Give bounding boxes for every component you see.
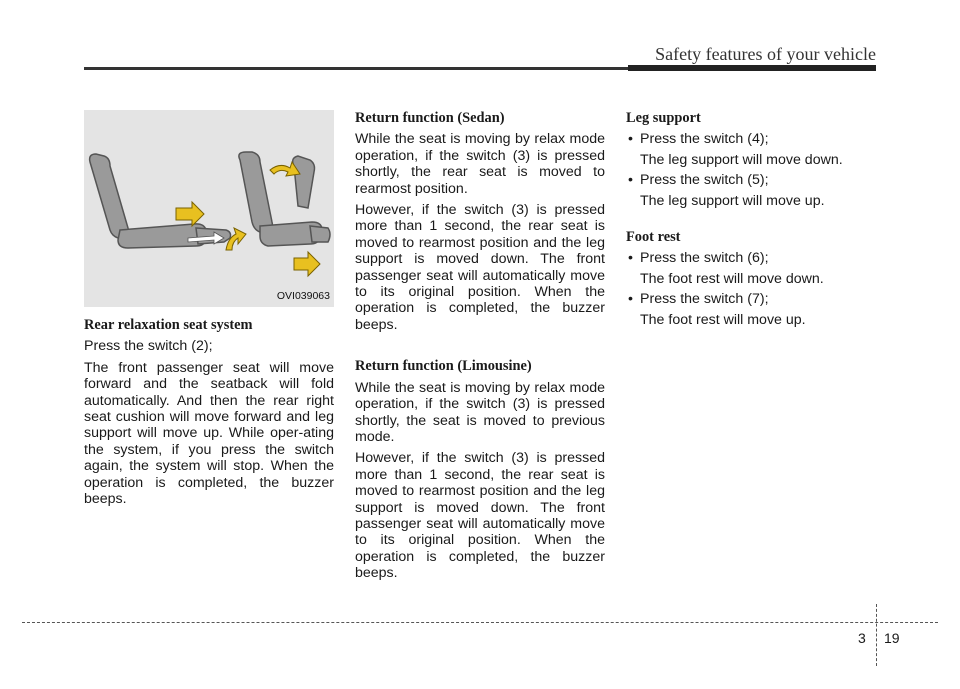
return-limousine-heading: Return function (Limousine) xyxy=(355,358,532,375)
leg-support-result: The leg support will move up. xyxy=(640,192,825,209)
return-limousine-p2: However, if the switch (3) is pressed more than 1 second, the rear seat is moved to rearmost position and the leg support is moved down. The front passenger seat will automatically move to its original position. When the operation is completed, the buzzer beeps. xyxy=(355,450,605,582)
footer-rule xyxy=(22,622,938,623)
foot-rest-heading: Foot rest xyxy=(626,229,681,246)
column-right xyxy=(626,110,876,332)
rear-relaxation-heading: Rear relaxation seat system xyxy=(84,317,253,333)
column-left xyxy=(84,110,334,512)
foot-rest-item: • Press the switch (6); xyxy=(626,250,876,266)
header-rule-accent xyxy=(628,65,876,71)
footer-divider xyxy=(876,604,877,666)
leg-support-item: • Press the switch (4); xyxy=(626,131,876,147)
return-sedan-heading: Return function (Sedan) xyxy=(355,110,505,126)
chapter-number: 3 xyxy=(858,630,866,646)
return-sedan-p2: However, if the switch (3) is pressed more than 1 second, the rear seat is moved to rearmost position and the leg support is moved down. The front passenger seat will automatically move to its original position. When the operation is completed, the buzzer beeps. xyxy=(355,202,605,333)
seat-drawing xyxy=(84,110,334,307)
return-sedan-p1: While the seat is moving by relax mode operation, if the switch (3) is pressed shortly, the rear seat is moved to rearmost position. xyxy=(355,131,605,197)
figure-code: OVI039063 xyxy=(276,289,330,302)
leg-support-heading: Leg support xyxy=(626,110,701,126)
foot-rest-result: The foot rest will move up. xyxy=(640,311,806,328)
foot-rest-result: The foot rest will move down. xyxy=(640,270,824,287)
leg-support-result: The leg support will move down. xyxy=(640,151,843,168)
page-number: 19 xyxy=(884,630,900,646)
section-title: Safety features of your vehicle xyxy=(655,44,876,64)
return-limousine-p1: While the seat is moving by relax mode operation, if the switch (3) is pressed shortly, the seat is moved to previous mode. xyxy=(355,379,605,445)
rear-relaxation-step: Press the switch (2); xyxy=(84,338,213,355)
seat-illustration xyxy=(84,110,334,307)
rear-relaxation-description: The front passenger seat will move forward and the seatback will fold automatically. And then the rear right seat cushion will move forward and leg support will move up. While oper-ating the system, if you press the switch again, the system will stop. When the operation is completed, the buzzer beeps. xyxy=(84,359,334,508)
foot-rest-item: • Press the switch (7); xyxy=(626,291,876,307)
leg-support-item: • Press the switch (5); xyxy=(626,172,876,188)
column-middle xyxy=(355,110,605,587)
